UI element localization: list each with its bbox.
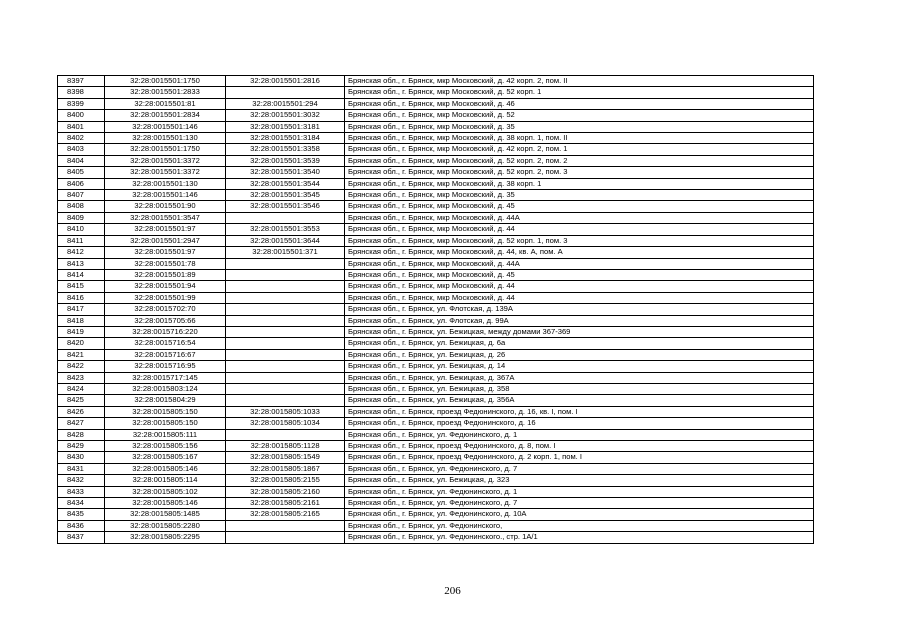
table-row xyxy=(58,190,814,201)
cadastral-number-cell: 32:28:0015501:130 xyxy=(105,178,226,189)
table-row xyxy=(58,441,814,452)
address-cell: Брянская обл., г. Брянск, проезд Федюнинского, д. 16, кв. I, пом. I xyxy=(345,406,814,417)
parent-cadastral-number-cell xyxy=(226,315,345,326)
table-row xyxy=(58,532,814,543)
address-cell: Брянская обл., г. Брянск, мкр Московский, д. 45 xyxy=(345,201,814,212)
parent-cadastral-number-cell xyxy=(226,520,345,531)
address-cell: Брянская обл., г. Брянск, ул. Бежицкая, между домами 367-369 xyxy=(345,326,814,337)
table-row xyxy=(58,224,814,235)
address-cell: Брянская обл., г. Брянск, ул. Бежицкая, д. 323 xyxy=(345,475,814,486)
cadastral-number-cell: 32:28:0015705:66 xyxy=(105,315,226,326)
cadastral-number-cell: 32:28:0015803:124 xyxy=(105,383,226,394)
table-row xyxy=(58,509,814,520)
table-row xyxy=(58,486,814,497)
table-row xyxy=(58,292,814,303)
parent-cadastral-number-cell: 32:28:0015501:3553 xyxy=(226,224,345,235)
table-row xyxy=(58,418,814,429)
row-number-cell: 8436 xyxy=(58,520,105,531)
cadastral-number-cell: 32:28:0015501:3547 xyxy=(105,212,226,223)
table-row xyxy=(58,315,814,326)
address-cell: Брянская обл., г. Брянск, ул. Федюнинского, д. 7 xyxy=(345,463,814,474)
address-cell: Брянская обл., г. Брянск, ул. Федюнинского, xyxy=(345,520,814,531)
table-row xyxy=(58,475,814,486)
row-number-cell: 8401 xyxy=(58,121,105,132)
row-number-cell: 8419 xyxy=(58,326,105,337)
address-cell: Брянская обл., г. Брянск, мкр Московский, д. 35 xyxy=(345,190,814,201)
row-number-cell: 8427 xyxy=(58,418,105,429)
table-row xyxy=(58,76,814,87)
cadastral-number-cell: 32:28:0015501:94 xyxy=(105,281,226,292)
address-cell: Брянская обл., г. Брянск, ул. Бежицкая, д. 14 xyxy=(345,361,814,372)
cadastral-number-cell: 32:28:0015501:2833 xyxy=(105,87,226,98)
parent-cadastral-number-cell xyxy=(226,304,345,315)
cadastral-number-cell: 32:28:0015501:97 xyxy=(105,224,226,235)
parent-cadastral-number-cell: 32:28:0015501:3539 xyxy=(226,155,345,166)
parent-cadastral-number-cell: 32:28:0015805:1034 xyxy=(226,418,345,429)
row-number-cell: 8423 xyxy=(58,372,105,383)
parent-cadastral-number-cell xyxy=(226,532,345,543)
address-cell: Брянская обл., г. Брянск, ул. Бежицкая, д. 358 xyxy=(345,383,814,394)
parent-cadastral-number-cell: 32:28:0015501:3032 xyxy=(226,110,345,121)
row-number-cell: 8406 xyxy=(58,178,105,189)
cadastral-number-cell: 32:28:0015805:150 xyxy=(105,418,226,429)
row-number-cell: 8405 xyxy=(58,167,105,178)
parent-cadastral-number-cell xyxy=(226,372,345,383)
address-cell: Брянская обл., г. Брянск, мкр Московский, д. 52 корп. 1 xyxy=(345,87,814,98)
table-row xyxy=(58,247,814,258)
table-row xyxy=(58,429,814,440)
cadastral-number-cell: 32:28:0015501:97 xyxy=(105,247,226,258)
table-row xyxy=(58,258,814,269)
address-cell: Брянская обл., г. Брянск, проезд Федюнинского, д. 16 xyxy=(345,418,814,429)
cadastral-number-cell: 32:28:0015805:111 xyxy=(105,429,226,440)
cadastral-number-cell: 32:28:0015501:2947 xyxy=(105,235,226,246)
table-row xyxy=(58,155,814,166)
address-cell: Брянская обл., г. Брянск, ул. Федюнинского, д. 7 xyxy=(345,498,814,509)
cadastral-number-cell: 32:28:0015501:78 xyxy=(105,258,226,269)
cadastral-number-cell: 32:28:0015501:146 xyxy=(105,121,226,132)
cadastral-number-cell: 32:28:0015501:2834 xyxy=(105,110,226,121)
cadastral-number-cell: 32:28:0015716:67 xyxy=(105,349,226,360)
row-number-cell: 8408 xyxy=(58,201,105,212)
address-cell: Брянская обл., г. Брянск, мкр Московский, д. 52 корп. 2, пом. 3 xyxy=(345,167,814,178)
row-number-cell: 8399 xyxy=(58,98,105,109)
row-number-cell: 8431 xyxy=(58,463,105,474)
page-number: 206 xyxy=(444,585,461,597)
address-cell: Брянская обл., г. Брянск, ул. Федюнинского., стр. 1А/1 xyxy=(345,532,814,543)
address-cell: Брянская обл., г. Брянск, мкр Московский, д. 42 корп. 2, пом. 1 xyxy=(345,144,814,155)
cadastral-table xyxy=(57,75,814,544)
address-cell: Брянская обл., г. Брянск, мкр Московский, д. 44 xyxy=(345,292,814,303)
cadastral-number-cell: 32:28:0015702:70 xyxy=(105,304,226,315)
row-number-cell: 8417 xyxy=(58,304,105,315)
table-row xyxy=(58,235,814,246)
cadastral-number-cell: 32:28:0015501:1750 xyxy=(105,144,226,155)
parent-cadastral-number-cell xyxy=(226,338,345,349)
parent-cadastral-number-cell: 32:28:0015805:1128 xyxy=(226,441,345,452)
table-row xyxy=(58,133,814,144)
row-number-cell: 8397 xyxy=(58,76,105,87)
parent-cadastral-number-cell xyxy=(226,258,345,269)
cadastral-number-cell: 32:28:0015501:81 xyxy=(105,98,226,109)
address-cell: Брянская обл., г. Брянск, ул. Федюнинского, д. 1 xyxy=(345,429,814,440)
cadastral-number-cell: 32:28:0015501:146 xyxy=(105,190,226,201)
row-number-cell: 8425 xyxy=(58,395,105,406)
cadastral-number-cell: 32:28:0015805:2295 xyxy=(105,532,226,543)
row-number-cell: 8403 xyxy=(58,144,105,155)
cadastral-number-cell: 32:28:0015501:89 xyxy=(105,269,226,280)
parent-cadastral-number-cell: 32:28:0015501:371 xyxy=(226,247,345,258)
table-row xyxy=(58,372,814,383)
address-cell: Брянская обл., г. Брянск, мкр Московский, д. 38 корп. 1, пом. II xyxy=(345,133,814,144)
cadastral-number-cell: 32:28:0015716:95 xyxy=(105,361,226,372)
parent-cadastral-number-cell xyxy=(226,395,345,406)
address-cell: Брянская обл., г. Брянск, ул. Бежицкая, д. 367А xyxy=(345,372,814,383)
parent-cadastral-number-cell xyxy=(226,212,345,223)
table-row xyxy=(58,349,814,360)
parent-cadastral-number-cell: 32:28:0015501:3544 xyxy=(226,178,345,189)
parent-cadastral-number-cell: 32:28:0015805:2165 xyxy=(226,509,345,520)
table-row xyxy=(58,406,814,417)
row-number-cell: 8398 xyxy=(58,87,105,98)
address-cell: Брянская обл., г. Брянск, мкр Московский, д. 52 корп. 1, пом. 3 xyxy=(345,235,814,246)
address-cell: Брянская обл., г. Брянск, ул. Бежицкая, д. 6а xyxy=(345,338,814,349)
address-cell: Брянская обл., г. Брянск, мкр Московский, д. 45 xyxy=(345,269,814,280)
parent-cadastral-number-cell xyxy=(226,326,345,337)
address-cell: Брянская обл., г. Брянск, мкр Московский, д. 35 xyxy=(345,121,814,132)
row-number-cell: 8434 xyxy=(58,498,105,509)
parent-cadastral-number-cell: 32:28:0015805:1549 xyxy=(226,452,345,463)
parent-cadastral-number-cell xyxy=(226,361,345,372)
parent-cadastral-number-cell xyxy=(226,383,345,394)
table-row xyxy=(58,178,814,189)
parent-cadastral-number-cell xyxy=(226,349,345,360)
cadastral-number-cell: 32:28:0015716:54 xyxy=(105,338,226,349)
parent-cadastral-number-cell: 32:28:0015805:2155 xyxy=(226,475,345,486)
row-number-cell: 8404 xyxy=(58,155,105,166)
address-cell: Брянская обл., г. Брянск, ул. Бежицкая, д. 26 xyxy=(345,349,814,360)
table-row xyxy=(58,338,814,349)
row-number-cell: 8424 xyxy=(58,383,105,394)
parent-cadastral-number-cell: 32:28:0015501:3181 xyxy=(226,121,345,132)
parent-cadastral-number-cell: 32:28:0015501:3545 xyxy=(226,190,345,201)
cadastral-number-cell: 32:28:0015501:1750 xyxy=(105,76,226,87)
parent-cadastral-number-cell: 32:28:0015805:2161 xyxy=(226,498,345,509)
row-number-cell: 8410 xyxy=(58,224,105,235)
address-cell: Брянская обл., г. Брянск, мкр Московский, д. 44А xyxy=(345,258,814,269)
address-cell: Брянская обл., г. Брянск, мкр Московский, д. 38 корп. 1 xyxy=(345,178,814,189)
row-number-cell: 8412 xyxy=(58,247,105,258)
table-row xyxy=(58,269,814,280)
address-cell: Брянская обл., г. Брянск, мкр Московский, д. 44А xyxy=(345,212,814,223)
cadastral-number-cell: 32:28:0015804:29 xyxy=(105,395,226,406)
row-number-cell: 8432 xyxy=(58,475,105,486)
cadastral-table-body xyxy=(58,76,814,544)
cadastral-number-cell: 32:28:0015716:220 xyxy=(105,326,226,337)
table-row xyxy=(58,326,814,337)
cadastral-number-cell: 32:28:0015501:90 xyxy=(105,201,226,212)
row-number-cell: 8430 xyxy=(58,452,105,463)
address-cell: Брянская обл., г. Брянск, ул. Федюнинского, д. 10А xyxy=(345,509,814,520)
address-cell: Брянская обл., г. Брянск, ул. Федюнинского, д. 1 xyxy=(345,486,814,497)
parent-cadastral-number-cell xyxy=(226,87,345,98)
table-row xyxy=(58,212,814,223)
table-row xyxy=(58,304,814,315)
address-cell: Брянская обл., г. Брянск, мкр Московский, д. 44, кв. А, пом. А xyxy=(345,247,814,258)
parent-cadastral-number-cell xyxy=(226,429,345,440)
table-row xyxy=(58,383,814,394)
address-cell: Брянская обл., г. Брянск, мкр Московский, д. 44 xyxy=(345,224,814,235)
cadastral-number-cell: 32:28:0015501:130 xyxy=(105,133,226,144)
address-cell: Брянская обл., г. Брянск, ул. Флотская, д. 139А xyxy=(345,304,814,315)
row-number-cell: 8428 xyxy=(58,429,105,440)
row-number-cell: 8409 xyxy=(58,212,105,223)
row-number-cell: 8437 xyxy=(58,532,105,543)
table-row xyxy=(58,361,814,372)
address-cell: Брянская обл., г. Брянск, ул. Бежицкая, д. 356А xyxy=(345,395,814,406)
table-row xyxy=(58,201,814,212)
cadastral-number-cell: 32:28:0015717:145 xyxy=(105,372,226,383)
address-cell: Брянская обл., г. Брянск, мкр Московский, д. 52 xyxy=(345,110,814,121)
row-number-cell: 8429 xyxy=(58,441,105,452)
address-cell: Брянская обл., г. Брянск, мкр Московский, д. 52 корп. 2, пом. 2 xyxy=(345,155,814,166)
cadastral-number-cell: 32:28:0015805:2280 xyxy=(105,520,226,531)
address-cell: Брянская обл., г. Брянск, мкр Московский, д. 42 корп. 2, пом. II xyxy=(345,76,814,87)
cadastral-number-cell: 32:28:0015805:146 xyxy=(105,498,226,509)
row-number-cell: 8416 xyxy=(58,292,105,303)
table-row xyxy=(58,452,814,463)
cadastral-number-cell: 32:28:0015805:150 xyxy=(105,406,226,417)
table-row xyxy=(58,498,814,509)
cadastral-number-cell: 32:28:0015501:3372 xyxy=(105,167,226,178)
cadastral-number-cell: 32:28:0015805:102 xyxy=(105,486,226,497)
row-number-cell: 8414 xyxy=(58,269,105,280)
parent-cadastral-number-cell xyxy=(226,269,345,280)
row-number-cell: 8407 xyxy=(58,190,105,201)
row-number-cell: 8413 xyxy=(58,258,105,269)
parent-cadastral-number-cell: 32:28:0015501:294 xyxy=(226,98,345,109)
row-number-cell: 8421 xyxy=(58,349,105,360)
table-row xyxy=(58,520,814,531)
address-cell: Брянская обл., г. Брянск, ул. Флотская, д. 99А xyxy=(345,315,814,326)
table-row xyxy=(58,110,814,121)
row-number-cell: 8418 xyxy=(58,315,105,326)
parent-cadastral-number-cell: 32:28:0015501:3358 xyxy=(226,144,345,155)
cadastral-number-cell: 32:28:0015805:114 xyxy=(105,475,226,486)
table-row xyxy=(58,463,814,474)
table-row xyxy=(58,395,814,406)
parent-cadastral-number-cell xyxy=(226,281,345,292)
parent-cadastral-number-cell: 32:28:0015805:1867 xyxy=(226,463,345,474)
parent-cadastral-number-cell xyxy=(226,292,345,303)
table-row xyxy=(58,87,814,98)
parent-cadastral-number-cell: 32:28:0015501:3540 xyxy=(226,167,345,178)
row-number-cell: 8420 xyxy=(58,338,105,349)
cadastral-number-cell: 32:28:0015805:146 xyxy=(105,463,226,474)
cadastral-number-cell: 32:28:0015805:156 xyxy=(105,441,226,452)
address-cell: Брянская обл., г. Брянск, проезд Федюнинского, д. 2 корп. 1, пом. I xyxy=(345,452,814,463)
row-number-cell: 8400 xyxy=(58,110,105,121)
table-row xyxy=(58,281,814,292)
row-number-cell: 8426 xyxy=(58,406,105,417)
cadastral-number-cell: 32:28:0015805:167 xyxy=(105,452,226,463)
parent-cadastral-number-cell: 32:28:0015501:3644 xyxy=(226,235,345,246)
parent-cadastral-number-cell: 32:28:0015805:1033 xyxy=(226,406,345,417)
row-number-cell: 8422 xyxy=(58,361,105,372)
address-cell: Брянская обл., г. Брянск, мкр Московский, д. 46 xyxy=(345,98,814,109)
row-number-cell: 8435 xyxy=(58,509,105,520)
row-number-cell: 8415 xyxy=(58,281,105,292)
table-row xyxy=(58,144,814,155)
row-number-cell: 8402 xyxy=(58,133,105,144)
parent-cadastral-number-cell: 32:28:0015501:2816 xyxy=(226,76,345,87)
parent-cadastral-number-cell: 32:28:0015501:3546 xyxy=(226,201,345,212)
table-row xyxy=(58,98,814,109)
address-cell: Брянская обл., г. Брянск, проезд Федюнинского, д. 8, пом. I xyxy=(345,441,814,452)
cadastral-number-cell: 32:28:0015805:1485 xyxy=(105,509,226,520)
table-row xyxy=(58,121,814,132)
row-number-cell: 8411 xyxy=(58,235,105,246)
table-row xyxy=(58,167,814,178)
cadastral-number-cell: 32:28:0015501:99 xyxy=(105,292,226,303)
parent-cadastral-number-cell: 32:28:0015501:3184 xyxy=(226,133,345,144)
row-number-cell: 8433 xyxy=(58,486,105,497)
parent-cadastral-number-cell: 32:28:0015805:2160 xyxy=(226,486,345,497)
cadastral-number-cell: 32:28:0015501:3372 xyxy=(105,155,226,166)
address-cell: Брянская обл., г. Брянск, мкр Московский, д. 44 xyxy=(345,281,814,292)
